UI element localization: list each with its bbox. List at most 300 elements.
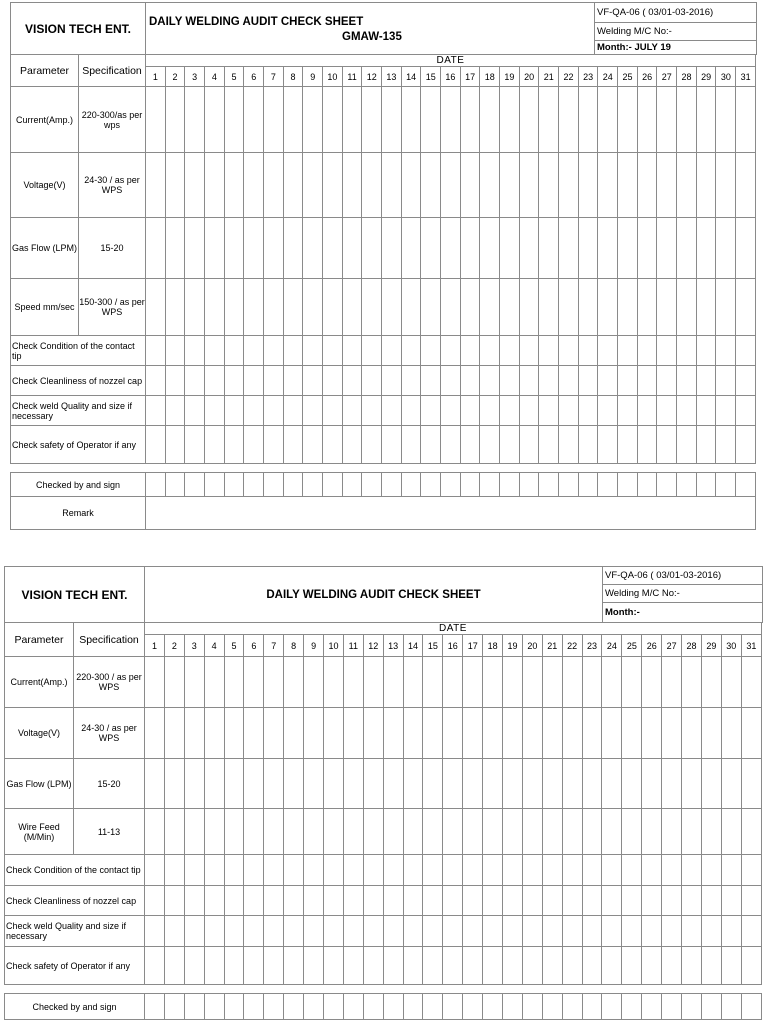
check-cell[interactable]: [483, 886, 503, 916]
entry-cell[interactable]: [165, 87, 185, 153]
check-cell[interactable]: [618, 426, 638, 464]
signature-cell[interactable]: [483, 994, 503, 1020]
entry-cell[interactable]: [519, 279, 539, 336]
entry-cell[interactable]: [382, 87, 402, 153]
entry-cell[interactable]: [542, 708, 562, 759]
check-cell[interactable]: [463, 855, 483, 886]
entry-cell[interactable]: [618, 87, 638, 153]
entry-cell[interactable]: [441, 218, 461, 279]
entry-cell[interactable]: [284, 809, 304, 855]
entry-cell[interactable]: [519, 218, 539, 279]
entry-cell[interactable]: [401, 218, 421, 279]
check-cell[interactable]: [224, 855, 244, 886]
check-cell[interactable]: [539, 366, 559, 396]
check-cell[interactable]: [343, 886, 363, 916]
check-cell[interactable]: [323, 366, 343, 396]
entry-cell[interactable]: [716, 153, 736, 218]
entry-cell[interactable]: [662, 657, 682, 708]
entry-cell[interactable]: [244, 87, 264, 153]
check-cell[interactable]: [204, 886, 224, 916]
check-cell[interactable]: [682, 855, 702, 886]
entry-cell[interactable]: [184, 759, 204, 809]
entry-cell[interactable]: [145, 809, 165, 855]
entry-cell[interactable]: [165, 153, 185, 218]
entry-cell[interactable]: [483, 809, 503, 855]
entry-cell[interactable]: [622, 759, 642, 809]
check-cell[interactable]: [165, 396, 185, 426]
check-cell[interactable]: [716, 336, 736, 366]
check-cell[interactable]: [483, 855, 503, 886]
entry-cell[interactable]: [362, 153, 382, 218]
check-cell[interactable]: [323, 426, 343, 464]
check-cell[interactable]: [205, 396, 225, 426]
check-cell[interactable]: [562, 947, 582, 985]
entry-cell[interactable]: [421, 87, 441, 153]
entry-cell[interactable]: [224, 87, 244, 153]
entry-cell[interactable]: [185, 153, 205, 218]
entry-cell[interactable]: [204, 708, 224, 759]
entry-cell[interactable]: [224, 759, 244, 809]
entry-cell[interactable]: [539, 87, 559, 153]
check-cell[interactable]: [185, 336, 205, 366]
check-cell[interactable]: [383, 947, 403, 985]
entry-cell[interactable]: [500, 153, 520, 218]
entry-cell[interactable]: [582, 759, 602, 809]
entry-cell[interactable]: [363, 657, 383, 708]
check-cell[interactable]: [602, 886, 622, 916]
check-cell[interactable]: [559, 396, 579, 426]
check-cell[interactable]: [244, 947, 264, 985]
entry-cell[interactable]: [342, 153, 362, 218]
entry-cell[interactable]: [701, 809, 721, 855]
signature-cell[interactable]: [184, 994, 204, 1020]
entry-cell[interactable]: [519, 153, 539, 218]
entry-cell[interactable]: [382, 218, 402, 279]
entry-cell[interactable]: [539, 153, 559, 218]
check-cell[interactable]: [224, 336, 244, 366]
check-cell[interactable]: [519, 426, 539, 464]
entry-cell[interactable]: [657, 279, 677, 336]
entry-cell[interactable]: [622, 809, 642, 855]
check-cell[interactable]: [578, 396, 598, 426]
entry-cell[interactable]: [204, 759, 224, 809]
signature-cell[interactable]: [284, 994, 304, 1020]
signature-cell[interactable]: [303, 473, 323, 497]
check-cell[interactable]: [460, 336, 480, 366]
check-cell[interactable]: [441, 366, 461, 396]
entry-cell[interactable]: [362, 218, 382, 279]
check-cell[interactable]: [184, 886, 204, 916]
check-cell[interactable]: [401, 396, 421, 426]
entry-cell[interactable]: [323, 153, 343, 218]
check-cell[interactable]: [284, 916, 304, 947]
signature-cell[interactable]: [324, 994, 344, 1020]
signature-cell[interactable]: [342, 473, 362, 497]
check-cell[interactable]: [441, 396, 461, 426]
entry-cell[interactable]: [637, 153, 657, 218]
check-cell[interactable]: [423, 855, 443, 886]
entry-cell[interactable]: [460, 218, 480, 279]
entry-cell[interactable]: [224, 809, 244, 855]
entry-cell[interactable]: [522, 708, 542, 759]
entry-cell[interactable]: [677, 87, 697, 153]
check-cell[interactable]: [224, 426, 244, 464]
machine-no-field[interactable]: Welding M/C No:-: [603, 585, 763, 603]
entry-cell[interactable]: [463, 759, 483, 809]
signature-cell[interactable]: [403, 994, 423, 1020]
signature-cell[interactable]: [716, 473, 736, 497]
check-cell[interactable]: [559, 366, 579, 396]
entry-cell[interactable]: [736, 153, 756, 218]
check-cell[interactable]: [342, 426, 362, 464]
check-cell[interactable]: [443, 916, 463, 947]
entry-cell[interactable]: [443, 759, 463, 809]
entry-cell[interactable]: [401, 153, 421, 218]
entry-cell[interactable]: [696, 279, 716, 336]
check-cell[interactable]: [342, 396, 362, 426]
entry-cell[interactable]: [164, 759, 184, 809]
check-cell[interactable]: [637, 426, 657, 464]
check-cell[interactable]: [324, 916, 344, 947]
signature-cell[interactable]: [598, 473, 618, 497]
check-cell[interactable]: [460, 426, 480, 464]
check-cell[interactable]: [696, 366, 716, 396]
check-cell[interactable]: [522, 947, 542, 985]
check-cell[interactable]: [662, 886, 682, 916]
entry-cell[interactable]: [362, 87, 382, 153]
entry-cell[interactable]: [342, 279, 362, 336]
check-cell[interactable]: [542, 855, 562, 886]
entry-cell[interactable]: [184, 708, 204, 759]
entry-cell[interactable]: [284, 708, 304, 759]
entry-cell[interactable]: [205, 153, 225, 218]
entry-cell[interactable]: [264, 708, 284, 759]
entry-cell[interactable]: [283, 87, 303, 153]
signature-cell[interactable]: [205, 473, 225, 497]
entry-cell[interactable]: [460, 279, 480, 336]
check-cell[interactable]: [244, 396, 264, 426]
signature-cell[interactable]: [224, 473, 244, 497]
entry-cell[interactable]: [618, 153, 638, 218]
signature-cell[interactable]: [443, 994, 463, 1020]
check-cell[interactable]: [701, 916, 721, 947]
check-cell[interactable]: [382, 396, 402, 426]
entry-cell[interactable]: [480, 87, 500, 153]
check-cell[interactable]: [303, 426, 323, 464]
check-cell[interactable]: [602, 855, 622, 886]
check-cell[interactable]: [303, 336, 323, 366]
check-cell[interactable]: [598, 366, 618, 396]
signature-cell[interactable]: [559, 473, 579, 497]
signature-cell[interactable]: [582, 994, 602, 1020]
entry-cell[interactable]: [483, 708, 503, 759]
entry-cell[interactable]: [441, 153, 461, 218]
entry-cell[interactable]: [562, 809, 582, 855]
check-cell[interactable]: [264, 336, 284, 366]
signature-cell[interactable]: [363, 994, 383, 1020]
check-cell[interactable]: [503, 855, 523, 886]
entry-cell[interactable]: [598, 87, 618, 153]
check-cell[interactable]: [284, 855, 304, 886]
entry-cell[interactable]: [677, 153, 697, 218]
entry-cell[interactable]: [443, 809, 463, 855]
check-cell[interactable]: [503, 886, 523, 916]
check-cell[interactable]: [184, 947, 204, 985]
check-cell[interactable]: [165, 426, 185, 464]
entry-cell[interactable]: [283, 279, 303, 336]
signature-cell[interactable]: [539, 473, 559, 497]
check-cell[interactable]: [244, 855, 264, 886]
signature-cell[interactable]: [463, 994, 483, 1020]
entry-cell[interactable]: [559, 279, 579, 336]
entry-cell[interactable]: [185, 87, 205, 153]
entry-cell[interactable]: [145, 657, 165, 708]
entry-cell[interactable]: [146, 153, 166, 218]
entry-cell[interactable]: [343, 809, 363, 855]
entry-cell[interactable]: [423, 759, 443, 809]
check-cell[interactable]: [701, 855, 721, 886]
signature-cell[interactable]: [602, 994, 622, 1020]
check-cell[interactable]: [642, 916, 662, 947]
entry-cell[interactable]: [598, 218, 618, 279]
check-cell[interactable]: [500, 396, 520, 426]
signature-cell[interactable]: [578, 473, 598, 497]
check-cell[interactable]: [677, 426, 697, 464]
check-cell[interactable]: [401, 366, 421, 396]
entry-cell[interactable]: [682, 657, 702, 708]
check-cell[interactable]: [701, 947, 721, 985]
entry-cell[interactable]: [677, 279, 697, 336]
check-cell[interactable]: [559, 426, 579, 464]
entry-cell[interactable]: [463, 809, 483, 855]
entry-cell[interactable]: [441, 87, 461, 153]
signature-cell[interactable]: [423, 994, 443, 1020]
check-cell[interactable]: [618, 366, 638, 396]
entry-cell[interactable]: [423, 708, 443, 759]
entry-cell[interactable]: [696, 87, 716, 153]
check-cell[interactable]: [205, 426, 225, 464]
entry-cell[interactable]: [598, 279, 618, 336]
entry-cell[interactable]: [304, 809, 324, 855]
check-cell[interactable]: [362, 366, 382, 396]
entry-cell[interactable]: [542, 809, 562, 855]
entry-cell[interactable]: [164, 708, 184, 759]
check-cell[interactable]: [264, 426, 284, 464]
check-cell[interactable]: [721, 886, 741, 916]
check-cell[interactable]: [542, 947, 562, 985]
entry-cell[interactable]: [224, 657, 244, 708]
check-cell[interactable]: [443, 947, 463, 985]
check-cell[interactable]: [441, 426, 461, 464]
signature-cell[interactable]: [441, 473, 461, 497]
entry-cell[interactable]: [677, 218, 697, 279]
entry-cell[interactable]: [284, 657, 304, 708]
signature-cell[interactable]: [244, 994, 264, 1020]
entry-cell[interactable]: [205, 87, 225, 153]
check-cell[interactable]: [463, 947, 483, 985]
entry-cell[interactable]: [264, 657, 284, 708]
entry-cell[interactable]: [382, 279, 402, 336]
check-cell[interactable]: [578, 336, 598, 366]
entry-cell[interactable]: [224, 708, 244, 759]
check-cell[interactable]: [598, 426, 618, 464]
entry-cell[interactable]: [164, 809, 184, 855]
check-cell[interactable]: [164, 886, 184, 916]
signature-cell[interactable]: [480, 473, 500, 497]
entry-cell[interactable]: [598, 153, 618, 218]
check-cell[interactable]: [264, 886, 284, 916]
entry-cell[interactable]: [602, 708, 622, 759]
entry-cell[interactable]: [701, 708, 721, 759]
check-cell[interactable]: [578, 366, 598, 396]
check-cell[interactable]: [244, 366, 264, 396]
check-cell[interactable]: [598, 336, 618, 366]
signature-cell[interactable]: [736, 473, 756, 497]
entry-cell[interactable]: [602, 759, 622, 809]
check-cell[interactable]: [542, 886, 562, 916]
entry-cell[interactable]: [701, 759, 721, 809]
entry-cell[interactable]: [323, 87, 343, 153]
check-cell[interactable]: [205, 336, 225, 366]
entry-cell[interactable]: [205, 218, 225, 279]
entry-cell[interactable]: [185, 279, 205, 336]
entry-cell[interactable]: [460, 153, 480, 218]
signature-cell[interactable]: [622, 994, 642, 1020]
entry-cell[interactable]: [283, 153, 303, 218]
entry-cell[interactable]: [618, 279, 638, 336]
entry-cell[interactable]: [642, 708, 662, 759]
entry-cell[interactable]: [622, 708, 642, 759]
check-cell[interactable]: [463, 886, 483, 916]
check-cell[interactable]: [741, 886, 761, 916]
entry-cell[interactable]: [578, 279, 598, 336]
signature-cell[interactable]: [522, 994, 542, 1020]
check-cell[interactable]: [362, 396, 382, 426]
check-cell[interactable]: [582, 855, 602, 886]
check-cell[interactable]: [662, 916, 682, 947]
entry-cell[interactable]: [145, 708, 165, 759]
entry-cell[interactable]: [304, 657, 324, 708]
signature-cell[interactable]: [164, 994, 184, 1020]
check-cell[interactable]: [244, 426, 264, 464]
check-cell[interactable]: [736, 426, 756, 464]
check-cell[interactable]: [403, 947, 423, 985]
check-cell[interactable]: [363, 916, 383, 947]
signature-cell[interactable]: [283, 473, 303, 497]
check-cell[interactable]: [244, 916, 264, 947]
entry-cell[interactable]: [343, 657, 363, 708]
check-cell[interactable]: [519, 336, 539, 366]
check-cell[interactable]: [382, 426, 402, 464]
entry-cell[interactable]: [578, 87, 598, 153]
signature-cell[interactable]: [343, 994, 363, 1020]
check-cell[interactable]: [582, 916, 602, 947]
check-cell[interactable]: [618, 336, 638, 366]
check-cell[interactable]: [657, 396, 677, 426]
check-cell[interactable]: [205, 366, 225, 396]
entry-cell[interactable]: [383, 708, 403, 759]
check-cell[interactable]: [657, 336, 677, 366]
check-cell[interactable]: [500, 366, 520, 396]
check-cell[interactable]: [383, 886, 403, 916]
check-cell[interactable]: [441, 336, 461, 366]
entry-cell[interactable]: [618, 218, 638, 279]
entry-cell[interactable]: [324, 759, 344, 809]
check-cell[interactable]: [145, 916, 165, 947]
check-cell[interactable]: [401, 336, 421, 366]
entry-cell[interactable]: [244, 809, 264, 855]
entry-cell[interactable]: [403, 708, 423, 759]
entry-cell[interactable]: [682, 708, 702, 759]
check-cell[interactable]: [539, 426, 559, 464]
check-cell[interactable]: [185, 396, 205, 426]
check-cell[interactable]: [736, 336, 756, 366]
month-field[interactable]: Month:- JULY 19: [595, 41, 757, 55]
entry-cell[interactable]: [657, 87, 677, 153]
check-cell[interactable]: [165, 336, 185, 366]
check-cell[interactable]: [618, 396, 638, 426]
entry-cell[interactable]: [403, 809, 423, 855]
entry-cell[interactable]: [721, 759, 741, 809]
check-cell[interactable]: [736, 396, 756, 426]
entry-cell[interactable]: [460, 87, 480, 153]
entry-cell[interactable]: [224, 218, 244, 279]
entry-cell[interactable]: [463, 708, 483, 759]
entry-cell[interactable]: [284, 759, 304, 809]
entry-cell[interactable]: [443, 657, 463, 708]
check-cell[interactable]: [204, 916, 224, 947]
check-cell[interactable]: [602, 947, 622, 985]
check-cell[interactable]: [403, 886, 423, 916]
entry-cell[interactable]: [362, 279, 382, 336]
entry-cell[interactable]: [421, 218, 441, 279]
entry-cell[interactable]: [443, 708, 463, 759]
entry-cell[interactable]: [423, 809, 443, 855]
entry-cell[interactable]: [741, 657, 761, 708]
entry-cell[interactable]: [323, 279, 343, 336]
check-cell[interactable]: [342, 366, 362, 396]
entry-cell[interactable]: [303, 218, 323, 279]
check-cell[interactable]: [721, 855, 741, 886]
entry-cell[interactable]: [503, 809, 523, 855]
entry-cell[interactable]: [602, 809, 622, 855]
check-cell[interactable]: [657, 426, 677, 464]
check-cell[interactable]: [696, 336, 716, 366]
entry-cell[interactable]: [519, 87, 539, 153]
entry-cell[interactable]: [303, 87, 323, 153]
check-cell[interactable]: [403, 916, 423, 947]
entry-cell[interactable]: [184, 809, 204, 855]
signature-cell[interactable]: [642, 994, 662, 1020]
entry-cell[interactable]: [682, 809, 702, 855]
entry-cell[interactable]: [622, 657, 642, 708]
entry-cell[interactable]: [324, 708, 344, 759]
entry-cell[interactable]: [264, 87, 284, 153]
signature-cell[interactable]: [662, 994, 682, 1020]
entry-cell[interactable]: [363, 708, 383, 759]
check-cell[interactable]: [244, 886, 264, 916]
entry-cell[interactable]: [701, 657, 721, 708]
check-cell[interactable]: [696, 426, 716, 464]
signature-cell[interactable]: [562, 994, 582, 1020]
check-cell[interactable]: [500, 426, 520, 464]
check-cell[interactable]: [421, 396, 441, 426]
entry-cell[interactable]: [741, 708, 761, 759]
check-cell[interactable]: [146, 426, 166, 464]
check-cell[interactable]: [582, 886, 602, 916]
entry-cell[interactable]: [662, 809, 682, 855]
entry-cell[interactable]: [244, 759, 264, 809]
